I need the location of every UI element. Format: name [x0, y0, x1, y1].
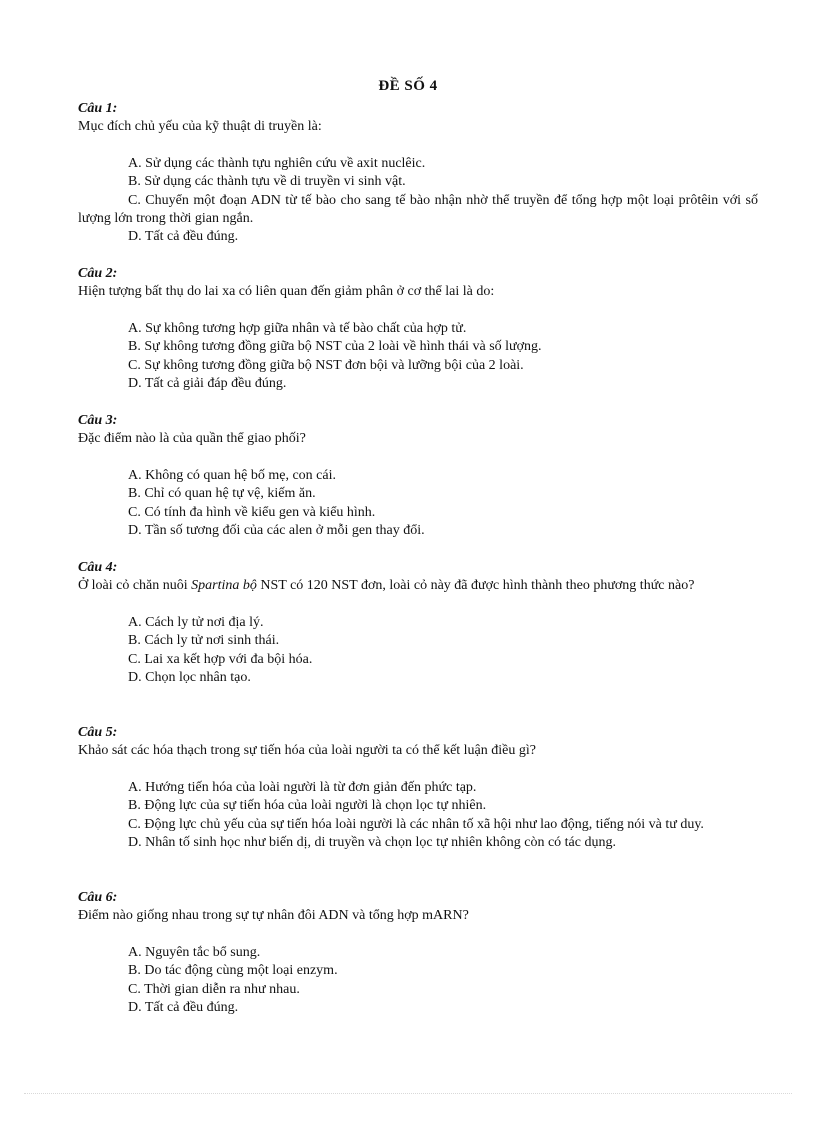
question-text: [78, 577, 758, 595]
question-text-start: Ở loài cỏ chăn nuôi: [78, 578, 192, 594]
question-6: [78, 889, 758, 1017]
question-label: Câu 6:: [78, 890, 118, 905]
answer-options: [78, 944, 758, 1018]
option-d: D. Tất cả giải đáp đều đúng.: [128, 376, 287, 392]
question-text: Đặc điểm nào là của quần thể giao phối?: [78, 431, 306, 447]
option-b: B. Chỉ có quan hệ tự vệ, kiếm ăn.: [128, 486, 316, 502]
question-1: [78, 100, 758, 247]
question-label: Câu 5:: [78, 725, 118, 740]
option-b: B. Cách ly tử nơi sinh thái.: [128, 633, 280, 649]
answer-options: [78, 155, 758, 247]
option-a: A. Sử dụng các thành tựu nghiên cứu về axit nuclêic.: [128, 155, 426, 171]
question-2: [78, 265, 758, 393]
option-d: D. Chọn lọc nhân tạo.: [128, 670, 251, 686]
species-name: Spartina bộ: [191, 578, 257, 594]
option-c: C. Sự không tương đồng giữa bộ NST đơn bội và lưỡng bội của 2 loài.: [128, 357, 524, 373]
option-a: A. Sự không tương hợp giữa nhân và tế bào chất của hợp tử.: [128, 320, 467, 336]
question-text: Hiện tượng bất thụ do lai xa có liên quan đến giảm phân ở cơ thể lai là do:: [78, 284, 495, 300]
question-text: Điểm nào giống nhau trong sự tự nhân đôi ADN và tổng hợp mARN?: [78, 908, 469, 924]
question-5: [78, 724, 758, 852]
question-text: Khảo sát các hóa thạch trong sự tiến hóa của loài người ta có thể kết luận điều gì?: [78, 743, 536, 759]
page-title: ĐỀ SỐ 4: [378, 78, 438, 94]
answer-options: [78, 779, 758, 853]
option-a: A. Nguyên tắc bổ sung.: [128, 944, 261, 960]
answer-options: [78, 467, 758, 541]
option-c: C. Có tính đa hình về kiểu gen và kiểu hình.: [128, 504, 376, 520]
option-d: D. Nhân tố sinh học như biến dị, di truyền và chọn lọc tự nhiên không còn có tác dụng.: [128, 835, 616, 851]
question-text: Mục đích chủ yếu của kỹ thuật di truyền là:: [78, 119, 322, 135]
question-text-end: NST có 120 NST đơn, loài cỏ này đã được hình thành theo phương thức nào?: [256, 578, 695, 594]
answer-options: [78, 614, 758, 688]
option-a: A. Hướng tiến hóa của loài người là từ đơn giản đến phức tạp.: [128, 779, 477, 795]
question-label: Câu 1:: [78, 101, 118, 116]
option-b: B. Sự không tương đồng giữa bộ NST của 2 loài về hình thái và số lượng.: [128, 339, 542, 355]
option-d: D. Tất cả đều đúng.: [128, 229, 239, 245]
option-a: A. Không có quan hệ bố mẹ, con cái.: [128, 467, 336, 483]
option-d: D. Tất cả đều đúng.: [128, 1000, 239, 1016]
question-label: Câu 2:: [78, 266, 118, 281]
option-c: C. Lai xa kết hợp với đa bội hóa.: [128, 651, 313, 667]
question-label: Câu 3:: [78, 413, 118, 428]
question-label: Câu 4:: [78, 560, 118, 575]
footer-divider: [24, 1093, 792, 1094]
option-b: B. Động lực của sự tiến hóa của loài người là chọn lọc tự nhiên.: [128, 798, 487, 814]
question-4: [78, 559, 758, 687]
option-b: B. Sử dụng các thành tựu về di truyền vi sinh vật.: [128, 174, 406, 190]
option-c: C. Động lực chủ yếu của sự tiến hóa loài người là các nhân tố xã hội như lao động, tiếng nói và tư duy.: [128, 816, 704, 832]
option-a: A. Cách ly tử nơi địa lý.: [128, 614, 264, 630]
option-c: C. Chuyển một đoạn ADN từ tế bào cho sang tế bào nhận nhờ thể truyền để tổng hợp một loại prôtêin với số lượng lớn trong thời gian ngắn.: [78, 192, 758, 227]
question-3: [78, 412, 758, 540]
option-d: D. Tần số tương đối của các alen ở mỗi gen thay đổi.: [128, 523, 425, 539]
option-b: B. Do tác động cùng một loại enzym.: [128, 963, 338, 979]
option-c: C. Thời gian diễn ra như nhau.: [128, 981, 300, 997]
answer-options: [78, 320, 758, 394]
